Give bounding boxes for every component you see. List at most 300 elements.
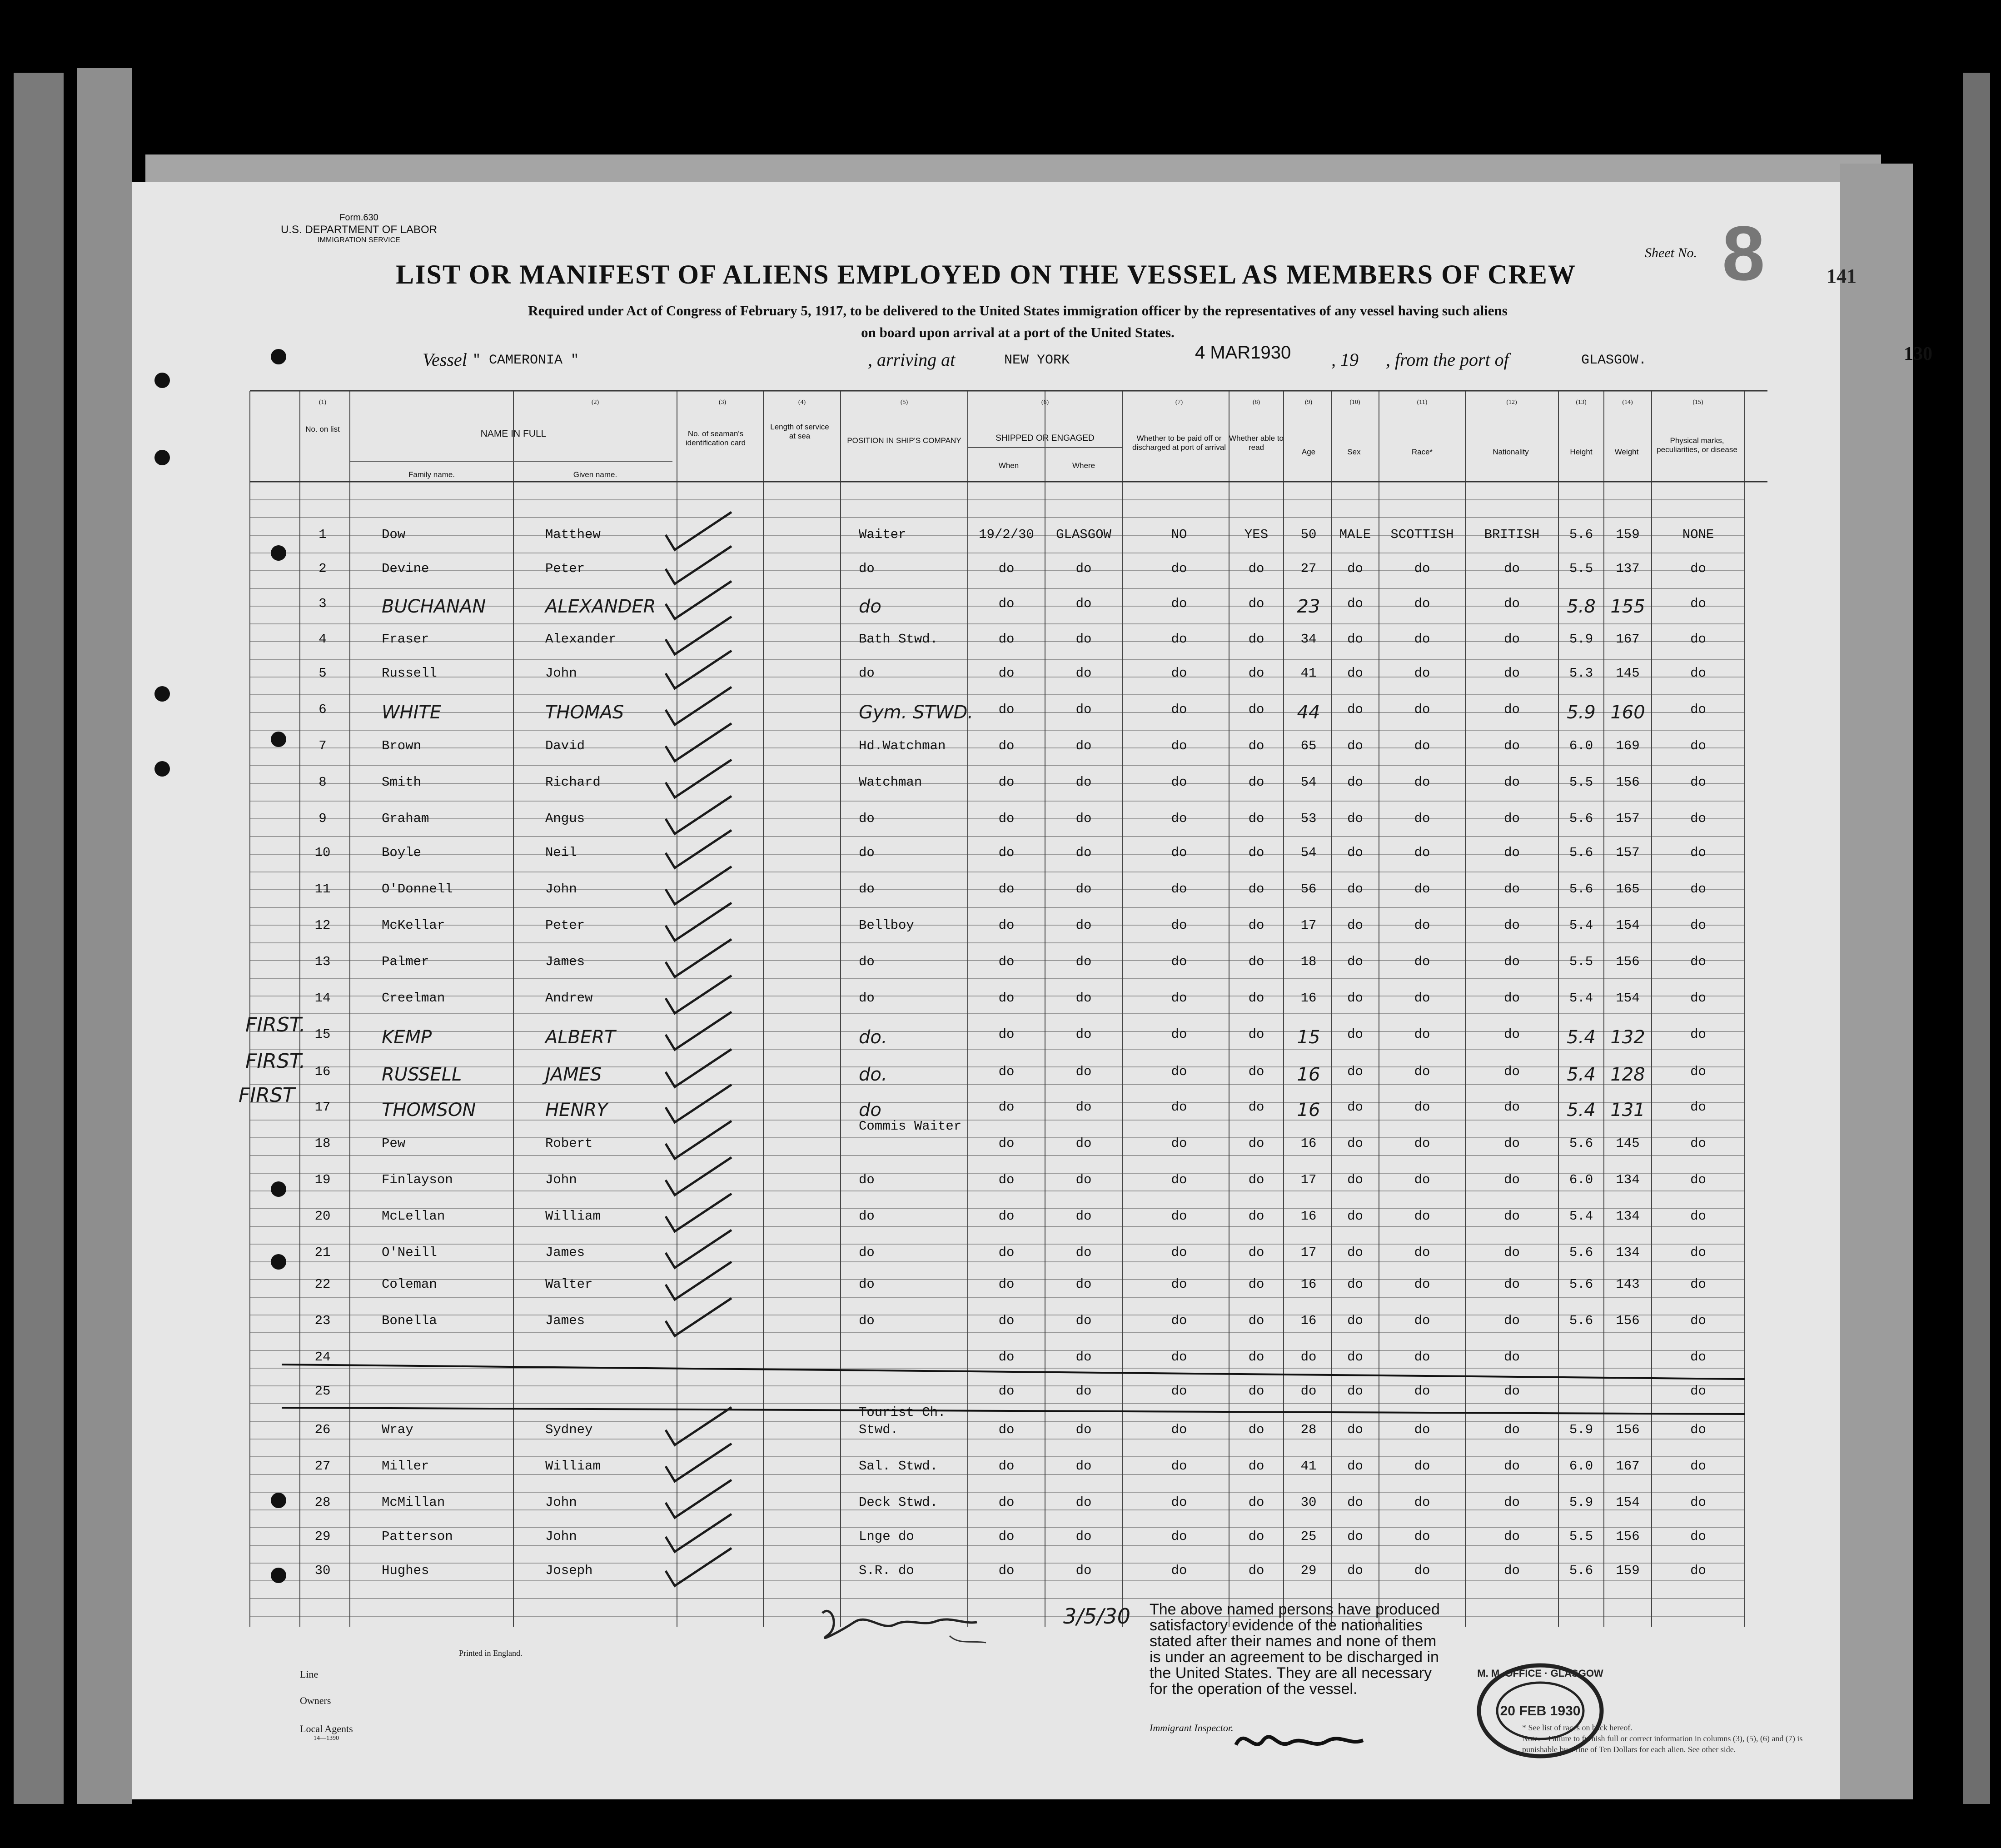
cell-where: do [1075, 1495, 1092, 1510]
check-mark [666, 830, 732, 868]
cell-read: do [1248, 1422, 1264, 1437]
cell-nationality: do [1504, 738, 1520, 753]
cell-nationality: do [1504, 775, 1520, 790]
row-number: 28 [314, 1495, 331, 1510]
check-mark [666, 1012, 732, 1050]
cell-nationality: do [1504, 666, 1520, 681]
cell-nationality: do [1504, 632, 1520, 647]
cell-height: 5.5 [1569, 954, 1593, 969]
cell-family: Bonella [382, 1313, 437, 1328]
cell-where: do [1075, 561, 1092, 576]
cell-weight: 159 [1616, 1563, 1640, 1578]
row-number: 16 [314, 1064, 331, 1079]
cell-when: do [998, 1459, 1015, 1474]
cell-age: 16 [1300, 991, 1317, 1006]
check-mark [666, 1121, 732, 1159]
cell-where: do [1075, 918, 1092, 933]
cell-nationality: do [1504, 1027, 1520, 1042]
cell-read: do [1248, 1172, 1264, 1187]
cell-where: do [1075, 632, 1092, 647]
cell-sex: do [1347, 738, 1363, 753]
cell-where: do [1075, 1563, 1092, 1578]
cell-age: 16 [1297, 1064, 1320, 1085]
cell-marks: do [1690, 1245, 1706, 1260]
cell-given: John [545, 1529, 577, 1544]
row-number: 11 [314, 882, 331, 897]
cell-read: do [1248, 596, 1264, 611]
back-sheet-right [1840, 164, 1913, 1799]
cell-sex: do [1347, 1563, 1363, 1578]
cell-weight: 157 [1616, 811, 1640, 826]
cell-when: do [998, 1495, 1015, 1510]
cell-weight: 145 [1616, 1136, 1640, 1151]
punch-hole [271, 1181, 286, 1197]
cell-sex: do [1347, 991, 1363, 1006]
cell-race: do [1414, 918, 1430, 933]
cell-race: do [1414, 1277, 1430, 1292]
binder-strip-right [1963, 73, 1990, 1804]
cell-when: do [998, 596, 1015, 611]
cell-family: WHITE [382, 702, 442, 723]
cell-race: do [1414, 1172, 1430, 1187]
row-number: 14 [314, 991, 331, 1006]
cell-where: do [1075, 845, 1092, 860]
cell-race: do [1414, 1563, 1430, 1578]
cell-sex: do [1347, 1100, 1363, 1115]
row-number: 3 [319, 596, 327, 611]
cell-given: Matthew [545, 527, 601, 542]
cell-position: S.R. do [859, 1563, 914, 1578]
cell-read: do [1248, 991, 1264, 1006]
row-number: 17 [314, 1100, 331, 1115]
cell-read: do [1248, 1563, 1264, 1578]
check-marks [132, 182, 1840, 1799]
cell-position: Bellboy [859, 918, 914, 933]
page-title: LIST OR MANIFEST OF ALIENS EMPLOYED ON THE VESSEL AS MEMBERS OF CREW [396, 259, 1576, 289]
row-number: 24 [314, 1350, 331, 1365]
cell-paid: do [1171, 702, 1187, 717]
col-head-shipped: SHIPPED OR ENGAGED [996, 433, 1095, 443]
cell-when: do [998, 1209, 1015, 1224]
cell-marks: do [1690, 596, 1706, 611]
cell-race: do [1414, 561, 1430, 576]
cell-age: do [1300, 1350, 1317, 1365]
cell-weight: 132 [1610, 1027, 1645, 1048]
cell-age: 16 [1300, 1136, 1317, 1151]
cell-race: do [1414, 811, 1430, 826]
cell-marks: do [1690, 991, 1706, 1006]
check-mark [666, 976, 732, 1013]
cell-height: 6.0 [1569, 1172, 1593, 1187]
cell-weight: 154 [1616, 1495, 1640, 1510]
column-number: (4) [798, 399, 806, 406]
cell-sex: do [1347, 1422, 1363, 1437]
cell-marks: do [1690, 1529, 1706, 1544]
stamp-date: 20 FEB 1930 [1500, 1704, 1581, 1718]
cell-family: McKellar [382, 918, 445, 933]
cell-when: do [998, 702, 1015, 717]
row-number: 25 [314, 1384, 331, 1399]
cell-where: do [1075, 666, 1092, 681]
cell-family: O'Donnell [382, 882, 453, 897]
col-head-where: Where [1072, 461, 1095, 470]
cell-position: do [859, 596, 881, 617]
cell-read: do [1248, 1495, 1264, 1510]
cell-paid: do [1171, 738, 1187, 753]
cell-when: do [998, 738, 1015, 753]
cell-given: David [545, 738, 585, 753]
cell-read: do [1248, 1209, 1264, 1224]
cell-nationality: do [1504, 1313, 1520, 1328]
cell-given: Robert [545, 1136, 593, 1151]
cell-read: do [1248, 918, 1264, 933]
cell-age: 41 [1300, 666, 1317, 681]
cell-nationality: do [1504, 1172, 1520, 1187]
handwritten-date: 3/5/30 [1063, 1604, 1131, 1629]
column-number: (15) [1692, 399, 1703, 406]
master-signature [1231, 1718, 1368, 1763]
cell-family: Smith [382, 775, 422, 790]
cell-given: John [545, 1172, 577, 1187]
cell-race: SCOTTISH [1390, 527, 1454, 542]
cell-age: 16 [1300, 1277, 1317, 1292]
cell-read: do [1248, 1277, 1264, 1292]
cell-where: do [1075, 1459, 1092, 1474]
cell-when: do [998, 882, 1015, 897]
cell-age: 17 [1300, 918, 1317, 933]
cell-height: 5.4 [1567, 1064, 1596, 1085]
column-number: (14) [1622, 399, 1633, 406]
cell-marks: do [1690, 1136, 1706, 1151]
cell-nationality: do [1504, 1529, 1520, 1544]
check-mark [666, 617, 732, 654]
punch-hole [271, 545, 286, 561]
cell-age: 17 [1300, 1172, 1317, 1187]
cell-paid: do [1171, 845, 1187, 860]
cell-family: McMillan [382, 1495, 445, 1510]
cell-weight: 156 [1616, 954, 1640, 969]
row-number: 10 [314, 845, 331, 860]
cell-when: do [998, 1136, 1015, 1151]
row-number: 30 [314, 1563, 331, 1578]
column-number: (3) [718, 399, 727, 406]
col-head-paid: Whether to be paid off or discharged at port of arrival [1132, 434, 1226, 452]
cell-read: do [1248, 811, 1264, 826]
punch-hole [154, 761, 170, 777]
form-number: Form.630 [339, 213, 378, 223]
cell-read: do [1248, 1136, 1264, 1151]
cell-family: THOMSON [382, 1100, 476, 1121]
declaration-line-1: The above named persons have produced [1150, 1601, 1440, 1618]
cell-marks: do [1690, 1459, 1706, 1474]
cell-read: do [1248, 1350, 1264, 1365]
check-mark [666, 1230, 732, 1268]
cell-age: 25 [1300, 1529, 1317, 1544]
manifest-code: 130 [1904, 344, 1932, 364]
row-number: 23 [314, 1313, 331, 1328]
row-number: 6 [319, 702, 327, 717]
cell-family: KEMP [382, 1027, 432, 1048]
cell-paid: do [1171, 1422, 1187, 1437]
row-number: 26 [314, 1422, 331, 1437]
cell-height: 5.4 [1569, 991, 1593, 1006]
cell-paid: do [1171, 1563, 1187, 1578]
cell-position: do [859, 666, 875, 681]
cell-paid: do [1171, 1100, 1187, 1115]
cell-position: do [859, 882, 875, 897]
cell-where: do [1075, 1064, 1092, 1079]
cell-race: do [1414, 1209, 1430, 1224]
note-races: * See list of races on back hereof. [1522, 1723, 1633, 1732]
cell-sex: do [1347, 1350, 1363, 1365]
cell-where: do [1075, 702, 1092, 717]
row-number: 4 [319, 632, 327, 647]
cell-given: Andrew [545, 991, 593, 1006]
cell-read: do [1248, 1529, 1264, 1544]
cell-weight: 156 [1616, 775, 1640, 790]
cell-race: do [1414, 1027, 1430, 1042]
check-mark [666, 1085, 732, 1122]
cell-when: do [998, 1245, 1015, 1260]
cell-age: 27 [1300, 561, 1317, 576]
check-mark [666, 939, 732, 977]
cell-weight: 167 [1616, 632, 1640, 647]
check-mark [666, 1049, 732, 1087]
check-mark [666, 687, 732, 725]
cell-when: do [998, 1422, 1015, 1437]
cell-position: do [859, 1172, 875, 1187]
cell-read: do [1248, 1384, 1264, 1399]
cell-given: Walter [545, 1277, 593, 1292]
year-label: , 19 [1331, 349, 1359, 370]
check-mark [666, 867, 732, 904]
cell-when: do [998, 632, 1015, 647]
cell-family: Brown [382, 738, 422, 753]
punch-hole [154, 686, 170, 702]
inspector-label: Immigrant Inspector. [1150, 1722, 1234, 1733]
cell-height: 5.6 [1569, 1277, 1593, 1292]
punch-hole [271, 1493, 286, 1508]
cell-age: do [1300, 1384, 1317, 1399]
declaration-text [1150, 1602, 1477, 1697]
col-head-family: Family name. [408, 470, 455, 479]
cell-sex: do [1347, 882, 1363, 897]
cell-height: 5.5 [1569, 561, 1593, 576]
cell-where: do [1075, 1350, 1092, 1365]
row-number: 18 [314, 1136, 331, 1151]
cell-given: ALEXANDER [545, 596, 656, 617]
cell-nationality: do [1504, 991, 1520, 1006]
cell-nationality: do [1504, 561, 1520, 576]
col-head-given: Given name. [573, 470, 617, 479]
cell-age: 54 [1300, 775, 1317, 790]
cell-sex: do [1347, 666, 1363, 681]
cell-position: Bath Stwd. [859, 632, 938, 647]
cell-nationality: do [1504, 1209, 1520, 1224]
cell-paid: NO [1171, 527, 1187, 542]
cell-height: 6.0 [1569, 1459, 1593, 1474]
cell-when: do [998, 991, 1015, 1006]
cell-paid: do [1171, 811, 1187, 826]
cell-marks: do [1690, 1384, 1706, 1399]
cell-family: Pew [382, 1136, 406, 1151]
column-number: (9) [1304, 399, 1313, 406]
cell-race: do [1414, 845, 1430, 860]
cell-given: James [545, 954, 585, 969]
cell-read: do [1248, 561, 1264, 576]
cell-height: 5.6 [1569, 527, 1593, 542]
cell-sex: MALE [1339, 527, 1371, 542]
check-mark [666, 1514, 732, 1552]
cell-age: 15 [1297, 1027, 1320, 1048]
cell-age: 16 [1297, 1100, 1320, 1121]
cell-read: do [1248, 954, 1264, 969]
row-number: 9 [319, 811, 327, 826]
column-number: (5) [900, 399, 908, 406]
cell-weight: 134 [1616, 1172, 1640, 1187]
row-number: 13 [314, 954, 331, 969]
cell-family: Hughes [382, 1563, 429, 1578]
cell-read: do [1248, 845, 1264, 860]
cell-paid: do [1171, 1384, 1187, 1399]
cell-sex: do [1347, 596, 1363, 611]
cell-where: do [1075, 1100, 1092, 1115]
from-port: GLASGOW. [1581, 353, 1647, 368]
cell-family: Coleman [382, 1277, 437, 1292]
cell-when: do [998, 1529, 1015, 1544]
note-penalty: Note.—Failure to furnish full or correct information in columns (3), (5), (6) and (7) is punishable by a fine of Ten Dollars for each alien. See other side. [1522, 1734, 1803, 1754]
printed-note: Printed in England. [459, 1649, 523, 1658]
check-mark [666, 1298, 732, 1336]
punch-hole [271, 1254, 286, 1270]
row-number: 20 [314, 1209, 331, 1224]
cell-race: do [1414, 954, 1430, 969]
cell-marks: do [1690, 1422, 1706, 1437]
cell-race: do [1414, 991, 1430, 1006]
cell-position: Waiter [859, 527, 906, 542]
cell-marks: NONE [1682, 527, 1714, 542]
cell-height: 5.4 [1569, 918, 1593, 933]
cell-position: do [859, 1100, 881, 1121]
cell-paid: do [1171, 1350, 1187, 1365]
col-head-height: Height [1570, 448, 1593, 456]
cell-age: 41 [1300, 1459, 1317, 1474]
column-number: (13) [1576, 399, 1587, 406]
cell-marks: do [1690, 882, 1706, 897]
cell-height: 6.0 [1569, 738, 1593, 753]
cell-weight: 156 [1616, 1422, 1640, 1437]
cell-age: 50 [1300, 527, 1317, 542]
cell-nationality: do [1504, 811, 1520, 826]
cell-height: 5.6 [1569, 882, 1593, 897]
cell-weight: 159 [1616, 527, 1640, 542]
col-head-no: No. on list [305, 425, 340, 433]
cell-read: do [1248, 738, 1264, 753]
local-agents-code: 14—1390 [314, 1735, 339, 1742]
cell-marks: do [1690, 1277, 1706, 1292]
cell-where: do [1075, 1245, 1092, 1260]
cell-position: Deck Stwd. [859, 1495, 938, 1510]
first-label-16: FIRST. [245, 1050, 306, 1073]
column-number: (10) [1349, 399, 1360, 406]
cell-sex: do [1347, 1245, 1363, 1260]
first-label-17: FIRST [239, 1084, 295, 1107]
check-mark [666, 546, 732, 584]
cell-nationality: do [1504, 1563, 1520, 1578]
cell-family: Boyle [382, 845, 422, 860]
row-number: 29 [314, 1529, 331, 1544]
cell-position: do [859, 811, 875, 826]
arrival-port: NEW YORK [1004, 353, 1070, 368]
col-head-race: Race* [1411, 448, 1433, 456]
cell-height: 5.9 [1569, 1422, 1593, 1437]
column-number: (6) [1041, 399, 1049, 406]
cell-age: 23 [1297, 596, 1320, 617]
cell-marks: do [1690, 1064, 1706, 1079]
punch-hole [271, 1568, 286, 1583]
cell-age: 34 [1300, 632, 1317, 647]
col-head-position: POSITION IN SHIP'S COMPANY [847, 436, 961, 445]
cell-weight: 165 [1616, 882, 1640, 897]
row-number: 22 [314, 1277, 331, 1292]
cell-nationality: do [1504, 1064, 1520, 1079]
cell-sex: do [1347, 1064, 1363, 1079]
cell-family: Russell [382, 666, 437, 681]
cell-weight: 156 [1616, 1529, 1640, 1544]
cell-when: do [998, 1172, 1015, 1187]
cell-when: do [998, 954, 1015, 969]
cell-height: 5.5 [1569, 775, 1593, 790]
cell-sex: do [1347, 702, 1363, 717]
punch-hole [154, 450, 170, 465]
cell-family: Miller [382, 1459, 429, 1474]
cell-sex: do [1347, 811, 1363, 826]
cell-race: do [1414, 1459, 1430, 1474]
cell-marks: do [1690, 702, 1706, 717]
cell-given: Peter [545, 561, 585, 576]
cell-family: Graham [382, 811, 429, 826]
cell-position: Gym. STWD. [859, 702, 973, 723]
row-number: 19 [314, 1172, 331, 1187]
cell-age: 17 [1300, 1245, 1317, 1260]
cell-race: do [1414, 775, 1430, 790]
office-stamp [1472, 1659, 1608, 1763]
declaration-line-6: for the operation of the vessel. [1150, 1680, 1358, 1698]
cell-family: Dow [382, 527, 406, 542]
cell-read: do [1248, 1100, 1264, 1115]
cell-read: YES [1244, 527, 1269, 542]
cell-where: do [1075, 1209, 1092, 1224]
cell-age: 30 [1300, 1495, 1317, 1510]
cell-family: Patterson [382, 1529, 453, 1544]
cell-position: do [859, 1209, 875, 1224]
column-number: (12) [1506, 399, 1517, 406]
cell-sex: do [1347, 1027, 1363, 1042]
cell-paid: do [1171, 1277, 1187, 1292]
cell-family: RUSSELL [382, 1064, 462, 1085]
row-number: 2 [319, 561, 327, 576]
cell-nationality: do [1504, 702, 1520, 717]
cell-weight: 155 [1610, 596, 1645, 617]
cell-position: do [859, 1245, 875, 1260]
cell-given: Peter [545, 918, 585, 933]
cell-marks: do [1690, 1100, 1706, 1115]
cell-where: do [1075, 1384, 1092, 1399]
column-number: (2) [591, 399, 599, 406]
check-mark [666, 723, 732, 761]
check-mark [666, 1480, 732, 1518]
column-number: (1) [319, 399, 327, 406]
